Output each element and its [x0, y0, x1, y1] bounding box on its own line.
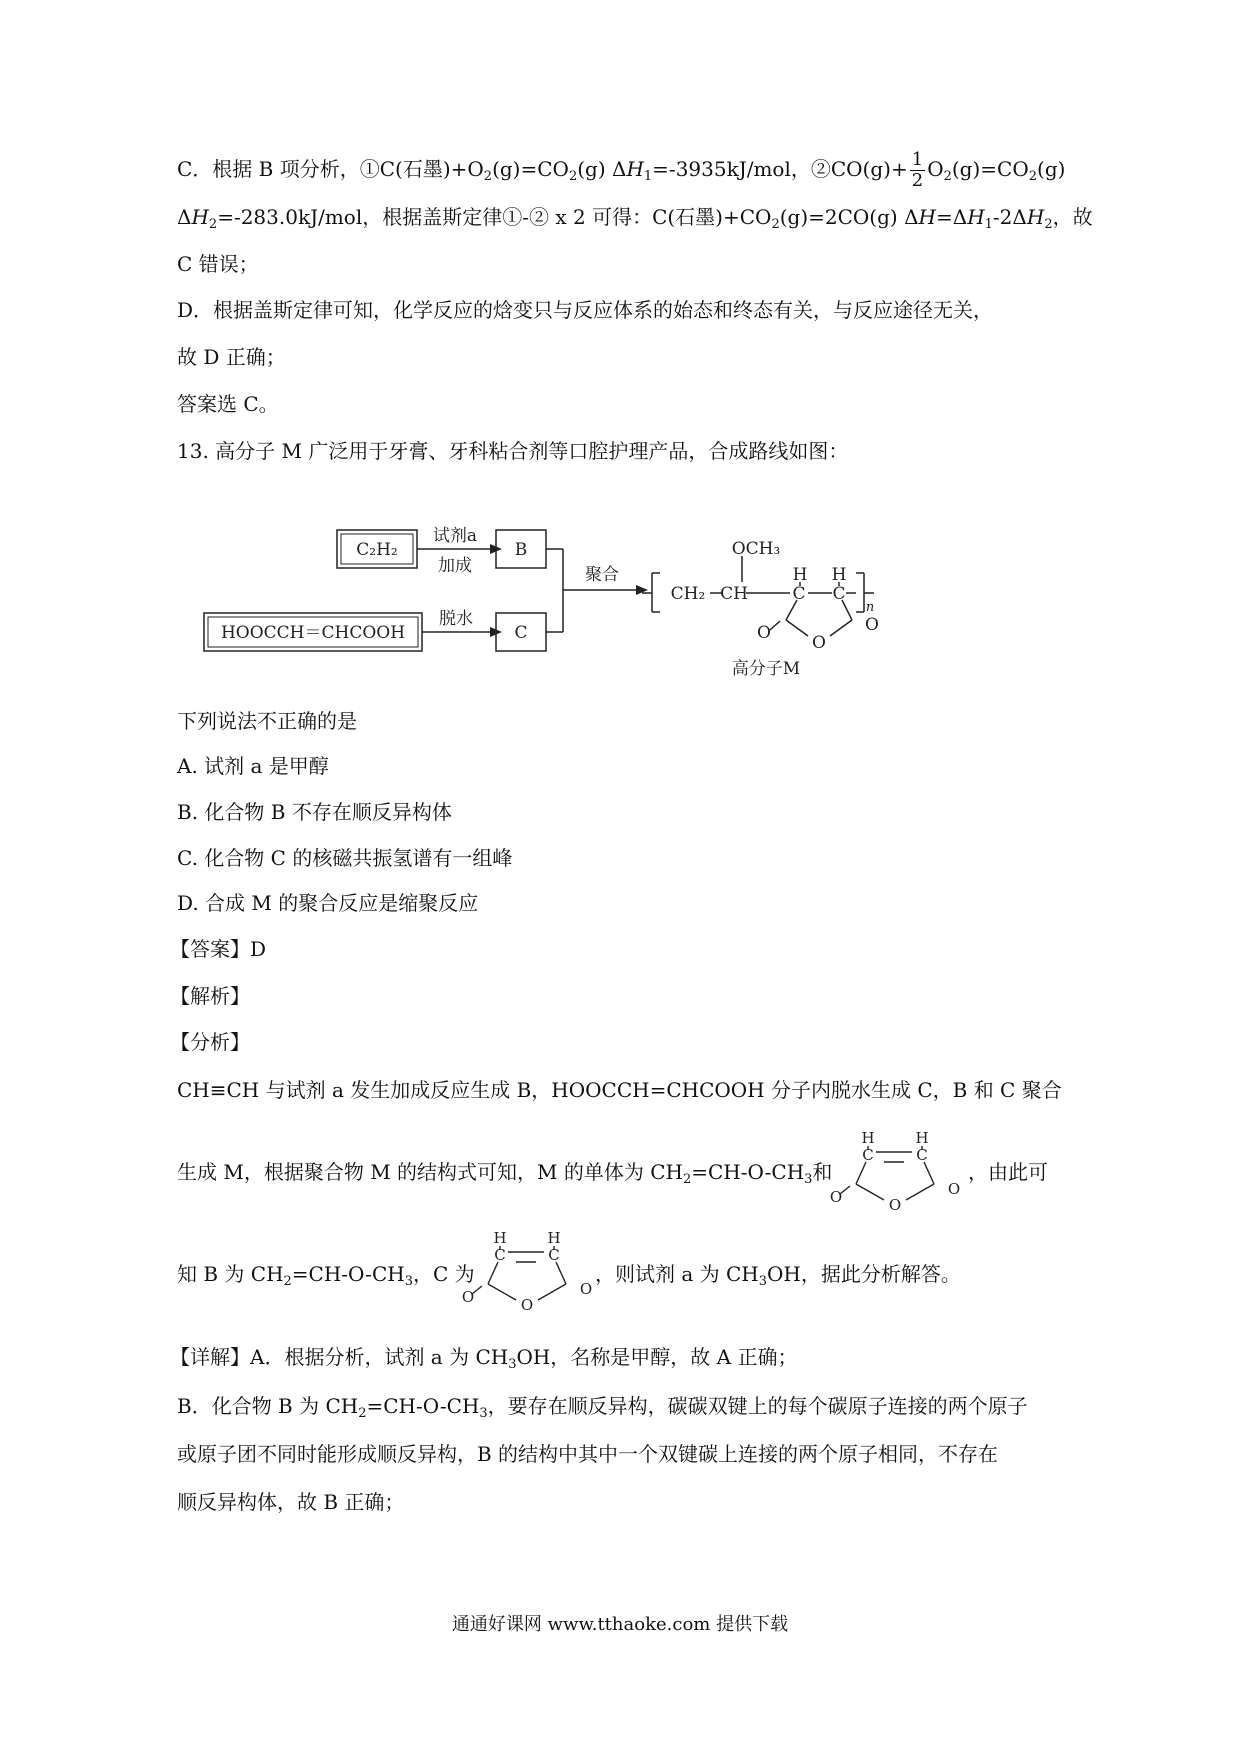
text: =-283.0kJ/mol，根据盖斯定律①-② x 2 可得：C(石墨)+CO [217, 205, 772, 229]
para-3 [177, 1260, 475, 1296]
text: C．根据 B 项分析，①C(石墨)+O [177, 157, 484, 181]
label-c2: C [832, 584, 846, 604]
option-a: A. 试剂 a 是甲醇 [177, 754, 329, 778]
option-b: B. 化合物 B 不存在顺反异构体 [177, 800, 452, 824]
label-ch: CH [720, 584, 748, 604]
sub: 3 [804, 1172, 813, 1187]
label-polymer-m: 高分子M [731, 659, 801, 679]
option-d: D. 合成 M 的聚合反应是缩聚反应 [177, 891, 479, 915]
sub: 3 [508, 1357, 517, 1372]
sub: 3 [758, 1274, 768, 1289]
answer-label: 【答案】D [170, 937, 267, 961]
sub: 2 [682, 1172, 692, 1187]
text: O [927, 157, 944, 181]
label-o3: O [865, 615, 879, 635]
sub: 1 [643, 169, 653, 184]
label-c: C [548, 1246, 560, 1264]
text: (g) [1037, 157, 1066, 181]
text: 和 [812, 1160, 833, 1184]
label-reagent-a: 试剂a [432, 526, 478, 546]
label-c: C [514, 623, 528, 643]
question-13: 13. 高分子 M 广泛用于牙膏、牙科粘合剂等口腔护理产品，合成路线如图： [177, 439, 849, 463]
sub: 3 [479, 1406, 488, 1421]
option-c: C. 化合物 C 的核磁共振氢谱有一组峰 [177, 846, 513, 870]
text: (g)=CO [492, 157, 569, 181]
fraction-half [910, 150, 925, 191]
label-c: C [862, 1146, 874, 1164]
text: ，则试剂 a 为 CH [595, 1262, 759, 1286]
text: =-3935kJ/mol，②CO(g)+ [652, 157, 908, 181]
line-d2: 故 D 正确； [177, 345, 286, 369]
label-o: O [579, 1280, 593, 1298]
label-o: O [947, 1180, 961, 1198]
text: -2Δ [992, 205, 1027, 229]
sub: 1 [984, 217, 993, 232]
sub: 2 [771, 217, 780, 232]
sub: 3 [404, 1274, 413, 1289]
text: (g) Δ [577, 157, 627, 181]
label-h1: H [792, 565, 808, 585]
text: (g)=CO [951, 157, 1029, 181]
text: =CH-O-CH [291, 1262, 405, 1286]
label-o: O [829, 1188, 843, 1206]
label-h: H [547, 1230, 561, 1247]
para-1: CH≡CH 与试剂 a 发生加成反应生成 B，HOOCCH=CHCOOH 分子内脱水生成 C，B 和 C 聚合 [177, 1078, 1062, 1102]
label-h2: H [831, 565, 847, 585]
label-dehydrate: 脱水 [439, 609, 473, 629]
text: 【详解】A．根据分析，试剂 a 为 CH [170, 1345, 509, 1369]
text: 生成 M，根据聚合物 M 的结构式可知，M 的单体为 CH [177, 1160, 683, 1184]
text: OH，名称是甲醇，故 A 正确； [516, 1345, 798, 1369]
detail-b1 [177, 1392, 1028, 1428]
text: =CH-O-CH [691, 1160, 805, 1184]
label-h: H [861, 1130, 875, 1147]
line-c2 [177, 203, 1093, 239]
label-c2h2: C₂H₂ [356, 540, 398, 560]
label-c1: C [792, 584, 806, 604]
label-c: C [916, 1146, 928, 1164]
sub: 2 [358, 1406, 367, 1421]
para-2 [177, 1158, 832, 1194]
label-o: O [888, 1196, 902, 1210]
stem: 下列说法不正确的是 [177, 709, 357, 733]
line-answer-c: 答案选 C。 [177, 392, 279, 416]
denominator: 2 [911, 170, 924, 191]
label-o2: O [812, 633, 826, 653]
text: OH，据此分析解答。 [767, 1262, 961, 1286]
sub: 2 [943, 169, 952, 184]
label-o1: O [757, 623, 771, 643]
text: ，要存在顺反异构，碳碳双键上的每个碳原子连接的两个原子 [487, 1394, 1028, 1418]
sub: 2 [568, 169, 578, 184]
detail-b2: 或原子团不同时能形成顺反异构，B 的结构中其中一个双键碳上连接的两个原子相同，不存在 [177, 1442, 999, 1466]
label-b: B [514, 540, 528, 560]
text: H [191, 205, 209, 229]
maleic-anhydride-structure-1 [826, 1130, 966, 1210]
label-o: O [520, 1296, 534, 1310]
fenxi-label: 【分析】 [170, 1030, 250, 1054]
text: =CH-O-CH [366, 1394, 480, 1418]
sub: 2 [483, 169, 493, 184]
sub: 2 [208, 217, 218, 232]
detail-a [170, 1343, 797, 1379]
para-3-end [595, 1260, 961, 1296]
line-c3: C 错误； [177, 252, 259, 276]
text: H [918, 205, 936, 229]
line-c1 [177, 150, 1065, 191]
text: =Δ [935, 205, 968, 229]
label-och3: OCH₃ [731, 539, 781, 559]
text: H [1026, 205, 1045, 229]
text: H [626, 157, 644, 181]
label-n: n [865, 600, 875, 615]
para-2-end: ，由此可 [968, 1160, 1048, 1184]
text: ，故 [1052, 205, 1093, 229]
text: Δ [177, 205, 192, 229]
sub: 2 [1044, 217, 1053, 232]
maleic-anhydride-structure-2 [458, 1230, 598, 1310]
text: H [967, 205, 985, 229]
text: 知 B 为 CH [177, 1262, 284, 1286]
text: ，C 为 [412, 1262, 475, 1286]
label-h: H [915, 1130, 929, 1147]
page-footer: 通通好课网 www.tthaoke.com 提供下载 [451, 1614, 789, 1635]
label-o: O [461, 1288, 475, 1306]
text: (g)=2CO(g) Δ [779, 205, 919, 229]
sub: 2 [283, 1274, 292, 1289]
analysis-label: 【解析】 [170, 984, 250, 1008]
label-acid: HOOCCH＝CHCOOH [220, 623, 406, 643]
sub: 2 [1028, 169, 1038, 184]
label-h: H [493, 1230, 507, 1247]
label-ch2: CH₂ [670, 584, 706, 604]
label-polymerize: 聚合 [585, 565, 619, 585]
label-c: C [494, 1246, 506, 1264]
text: B．化合物 B 为 CH [177, 1394, 359, 1418]
line-d1: D．根据盖斯定律可知，化学反应的焓变只与反应体系的始态和终态有关，与反应途径无关， [177, 298, 994, 322]
numerator: 1 [911, 149, 924, 170]
synthesis-route-diagram [0, 518, 1240, 718]
label-addition: 加成 [438, 556, 472, 576]
detail-b3: 顺反异构体，故 B 正确； [177, 1490, 405, 1514]
